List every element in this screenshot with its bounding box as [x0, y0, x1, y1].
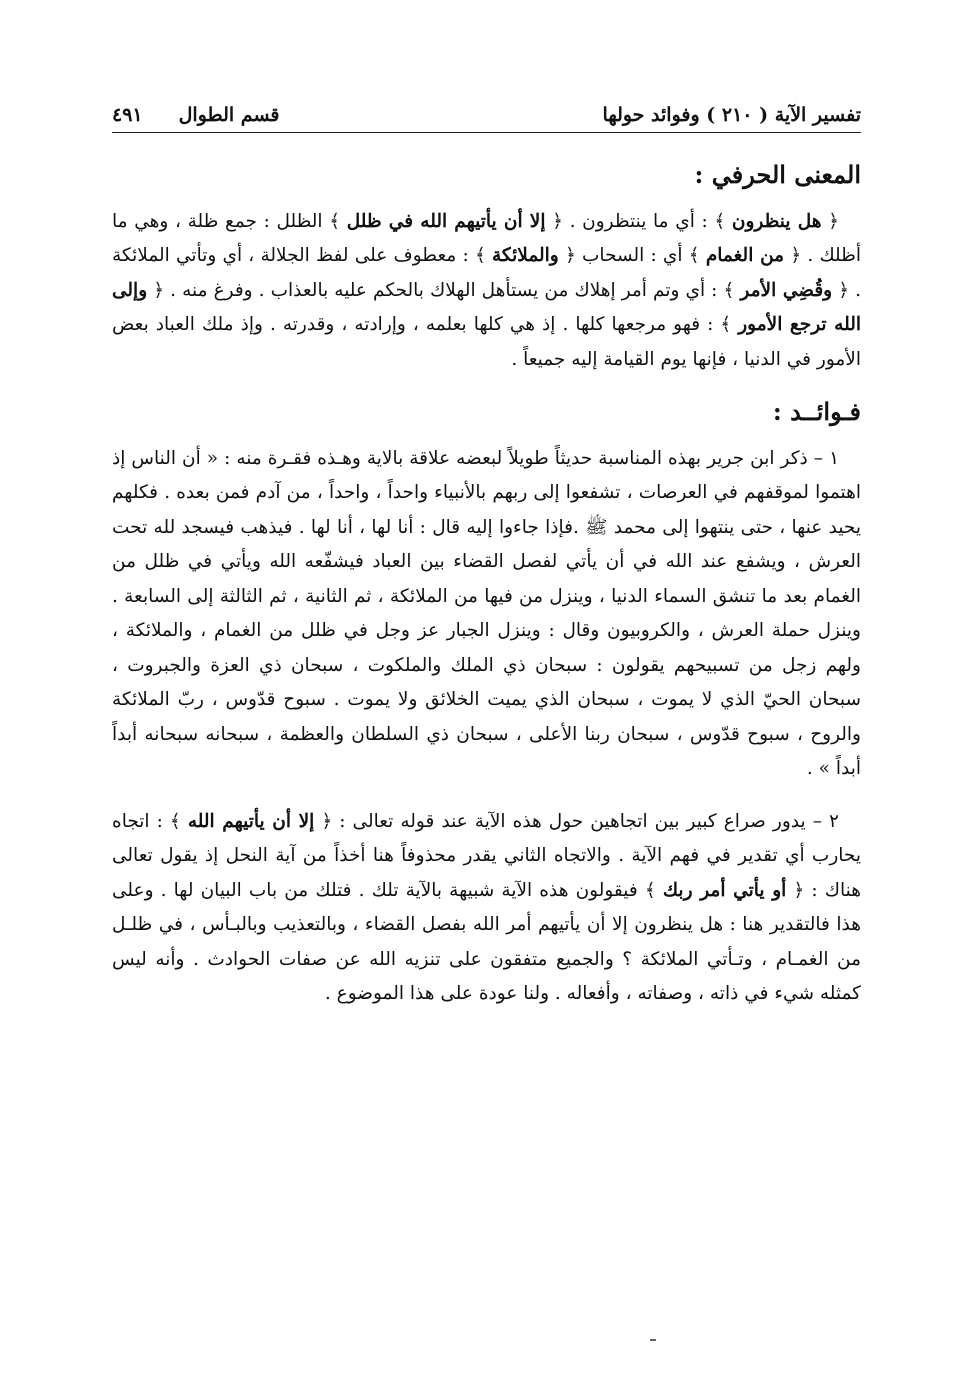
quran-bracket-close: ﴾	[688, 245, 700, 266]
quran-bracket-open: ﴿	[153, 279, 165, 301]
section-heading-benefits: فـوائــد :	[772, 397, 861, 426]
footer-dot	[650, 1339, 656, 1341]
quran-phrase: من الغمام	[705, 245, 785, 266]
explanation-text: : معطوف على لفظ الجلالة ، أي وتأتي الملائكة .	[112, 245, 861, 301]
quran-bracket-close: ﴾	[723, 279, 735, 301]
quran-bracket-open: ﴿	[838, 279, 850, 301]
quran-bracket-close: ﴾	[644, 879, 656, 901]
benefit-paragraph-2	[112, 805, 861, 1012]
header-title: تفسير الآية ( ٢١٠ ) وفوائد حولها	[602, 104, 861, 126]
paragraph-text: : اتجاه يحارب أي تقدير في فهم الآية . والاتجاه الثاني يقدر محذوفاً هنا أخذاً من آية النحل إذ يقول تعالى هناك :	[112, 810, 861, 901]
explanation-text: الظلل : جمع ظلة ، وهي ما أظلك .	[112, 210, 862, 266]
quran-phrase: هل ينظرون	[731, 210, 822, 232]
quran-phrase: والملائكة	[492, 245, 559, 266]
literal-meaning-paragraph	[112, 205, 861, 378]
quran-bracket-open: ﴿	[321, 810, 333, 832]
quran-bracket-close: ﴾	[714, 210, 726, 232]
explanation-text: : فهو مرجعها كلها . إذ هي كلها بعلمه ، وإرادته ، وقدرته . وإذ ملك العباد بعض الأمور في الدنيا ، فإنها يوم القيامة إليه جميعاً .	[112, 314, 861, 370]
benefit-paragraph-1: ١ – ذكر ابن جرير بهذه المناسبة حديثاً طويلاً لبعضه علاقة بالاية وهـذه فقـرة منه : « أن الناس إذ اهتموا لموقفهم في العرصات ، تشفعوا إلى ربهم بالأنبياء واحداً ، واحداً ، من آدم فمن بعده . فكلهم يحيد عنها ، حتى ينتهوا إلى محمد ﷺ .فإذا جاءوا إليه قال : أنا لها ، أنا لها . فيذهب فيسجد لله تحت العرش ، ويشفع عند الله في أن يأتي لفصل القضاء بين العباد فيشفّعه الله ويأتي في ظلل من الغمام بعد ما تنشق السماء الدنيا ، وينزل من فيها من الملائكة ، ثم الثانية ، ثم الثالثة إلى السابعة . وينزل حملة العرش ، والكروبيون وقال : وينزل الجبار عز وجل في ظلل من الغمام ، والملائكة ، ولهم زجل من تسبيحهم يقولون : سبحان ذي الملك والملكوت ، سبحان ذي العزة والجبروت ، سبحان الحيّ الذي لا يموت ، سبحان الذي يميت الخلائق ولا يموت . سبوح قدّوس ، ربّ الملائكة والروح ، سبوح قدّوس ، سبحان ربنا الأعلى ، سبحان ذي السلطان والعظمة ، سبحانه سبحانه أبداً أبداً » .	[112, 447, 861, 779]
quran-bracket-open: ﴿	[552, 210, 563, 232]
quran-bracket-open: ﴿	[790, 245, 802, 266]
quran-phrase: وإلى الله ترجع الأمور	[112, 279, 861, 335]
explanation-text: : أي ما ينتظرون .	[562, 210, 708, 232]
quran-bracket-open: ﴿	[793, 879, 805, 901]
quran-phrase: وقُضِي الأمر	[740, 279, 833, 301]
explanation-text: أي : السحاب	[575, 245, 683, 266]
quran-bracket-close: ﴾	[169, 810, 181, 832]
quran-phrase: أو يأتي أمر ربك	[662, 879, 787, 901]
quran-bracket-open: ﴿	[564, 245, 576, 266]
running-header	[112, 92, 861, 133]
page-number: ٤٩١	[112, 104, 143, 126]
quran-bracket-open: ﴿	[828, 210, 839, 232]
quran-phrase: إلا أن يأتيهم الله	[187, 810, 315, 832]
section-heading-literal-meaning: المعنى الحرفي :	[694, 160, 861, 189]
header-left-group	[112, 104, 279, 126]
quran-bracket-close: ﴾	[720, 314, 732, 335]
page-body	[112, 150, 861, 1030]
paragraph-text: ٢ – يدور صراع كبير بين اتجاهين حول هذه الآية عند قوله تعالى :	[332, 810, 839, 832]
quran-bracket-close: ﴾	[329, 210, 341, 232]
paragraph-text: فيقولون هذه الآية شبيهة بالآية تلك . فتلك من باب البيان لها . وعلى هذا فالتقدير هنا : هل ينظرون إلا أن يأتيهم أمر الله بفصل القضاء ، وبالتعذيب وبالبـأس ، في ظلـل من الغمـام ، وتـأتي الملائكة ؟ والجميع متفقون على تنزيه الله عن صفات الحوادث . وأنه ليس كمثله شيء في ذاته ، وصفاته ، وأفعاله . ولنا عودة على هذا الموضوع .	[112, 879, 861, 1004]
explanation-text: : أي وتم أمر إهلاك من يستأهل الهلاك بالحكم عليه بالعذاب . وفرغ منه .	[164, 279, 718, 301]
quran-phrase: إلا أن يأتيهم الله في ظلل	[346, 210, 546, 232]
header-section: قسم الطوال	[178, 104, 280, 126]
quran-bracket-close: ﴾	[474, 245, 486, 266]
